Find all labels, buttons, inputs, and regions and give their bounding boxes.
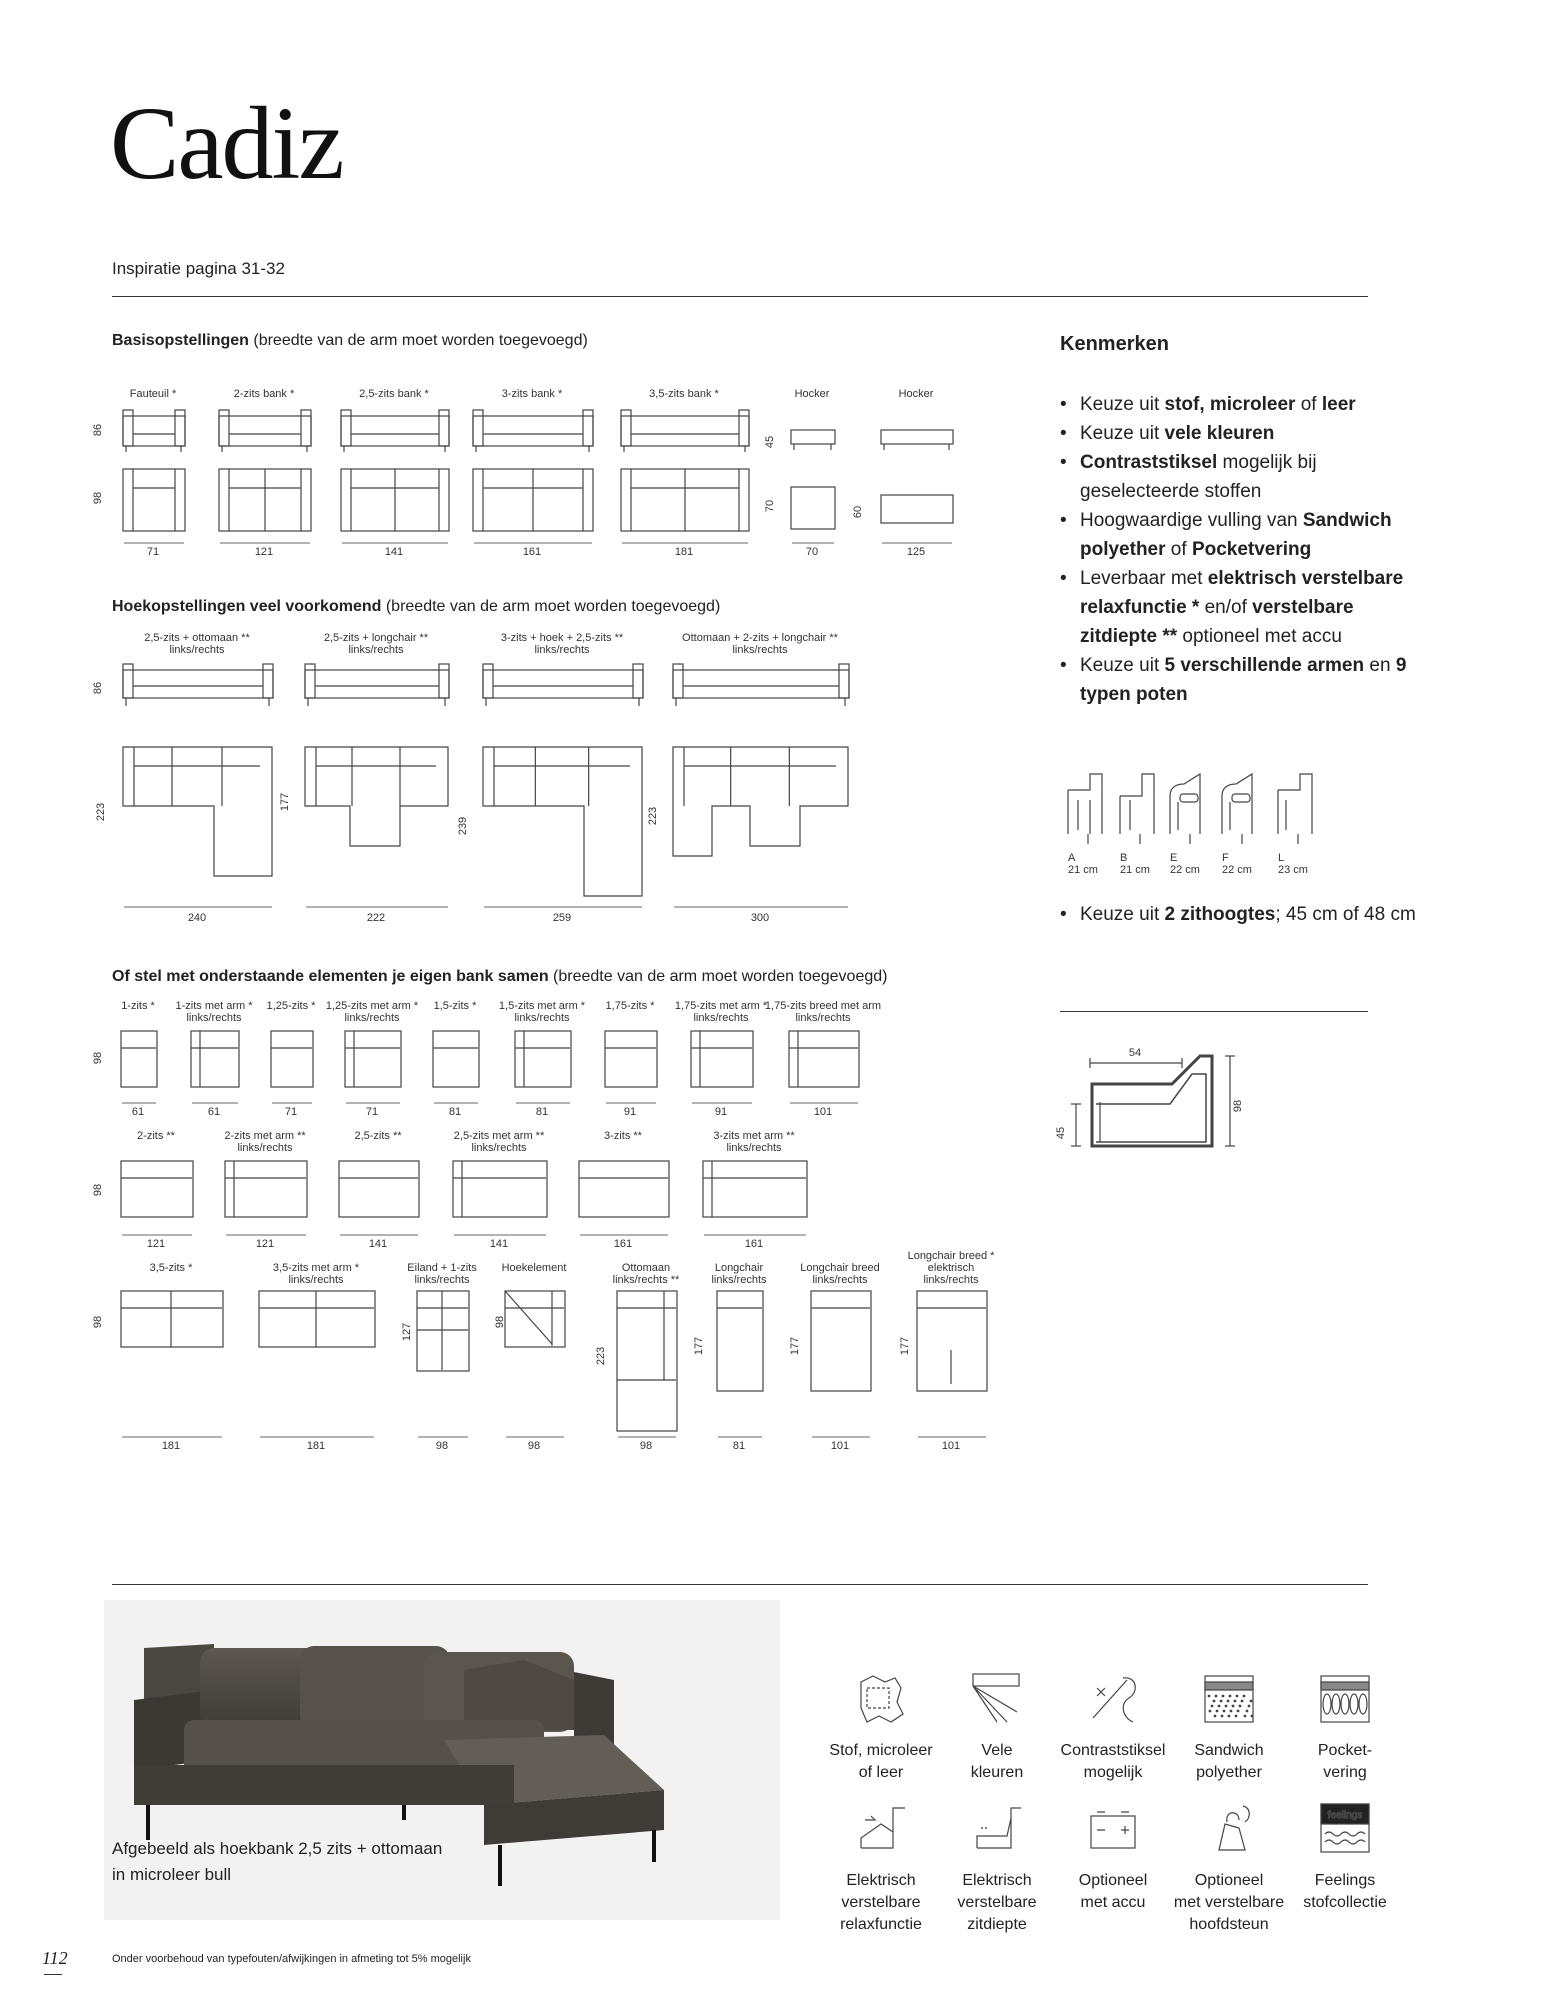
row2-label-3: 2,5-zits met arm ** bbox=[453, 1130, 545, 1142]
basis-width-1: 121 bbox=[254, 546, 274, 558]
basis-top-view-4 bbox=[620, 468, 752, 534]
basis-label-6: Hocker bbox=[898, 388, 934, 400]
row1-width-1: 61 bbox=[207, 1106, 221, 1118]
row1-label-2: 1,25-zits * bbox=[266, 1000, 316, 1012]
feature-label-5-1: verstelbare bbox=[841, 1894, 921, 1911]
seat-height-list bbox=[1060, 900, 1430, 929]
feelings-badge-text: feelings bbox=[1327, 1810, 1363, 1821]
basis-label-3: 3-zits bank * bbox=[501, 388, 563, 400]
row3-label-3: Hoekelement bbox=[501, 1262, 567, 1274]
feelings-logo-icon bbox=[1315, 1798, 1375, 1858]
row3-sub-2: links/rechts bbox=[414, 1274, 470, 1286]
row3-depth-6: 177 bbox=[899, 1336, 912, 1356]
profile-outline bbox=[1092, 1056, 1212, 1146]
hocker2-depth: 60 bbox=[852, 505, 865, 519]
feature-label-8-2: hoofdsteun bbox=[1189, 1916, 1269, 1933]
row1-label-6: 1,75-zits * bbox=[605, 1000, 655, 1012]
row1-label-1: 1-zits met arm * bbox=[175, 1000, 253, 1012]
row3-width-4: 98 bbox=[639, 1440, 653, 1452]
row3-label-1: 3,5-zits met arm * bbox=[272, 1262, 360, 1274]
feature-label-1-1: kleuren bbox=[970, 1764, 1024, 1781]
row2-width-5: 161 bbox=[744, 1238, 764, 1250]
row3-element-5 bbox=[716, 1290, 766, 1394]
arm-letter-0: A bbox=[1068, 852, 1076, 864]
row2-depth: 98 bbox=[92, 1183, 105, 1197]
basis-heading: Basisopstellingen (breedte van de arm moet worden toegevoegd) bbox=[112, 332, 588, 349]
row3-width-7: 101 bbox=[941, 1440, 961, 1452]
top-divider bbox=[112, 296, 1368, 297]
row3-sub-7: elektrisch bbox=[927, 1262, 975, 1274]
feature-label-8-1: met verstelbare bbox=[1173, 1894, 1285, 1911]
row2-element-2 bbox=[338, 1160, 422, 1220]
basis-top-view-6 bbox=[880, 494, 956, 526]
basis-top-view-0 bbox=[122, 468, 188, 534]
row1-label-5: 1,5-zits met arm * bbox=[498, 1000, 586, 1012]
feature-label-0-1: of leer bbox=[858, 1764, 904, 1781]
arm-letter-1: B bbox=[1120, 852, 1128, 864]
row2-width-4: 161 bbox=[613, 1238, 633, 1250]
row3-sub-1: links/rechts bbox=[288, 1274, 344, 1286]
corner-width-2: 259 bbox=[552, 912, 572, 924]
row3-label-5: Longchair bbox=[714, 1262, 764, 1274]
row1-width-7: 91 bbox=[714, 1106, 728, 1118]
arm-f-shape bbox=[1222, 774, 1252, 834]
features-list bbox=[1060, 390, 1430, 709]
basis-top-view-2 bbox=[340, 468, 452, 534]
row2-label-4: 3-zits ** bbox=[604, 1130, 642, 1142]
row3-depth-0: 98 bbox=[92, 1315, 105, 1329]
arm-b-shape bbox=[1120, 774, 1154, 834]
basis-label-2: 2,5-zits bank * bbox=[359, 388, 429, 400]
row1-label-7: 1,75-zits met arm * bbox=[674, 1000, 768, 1012]
row2-label-1: 2-zits met arm ** bbox=[224, 1130, 306, 1142]
basis-label-0: Fauteuil * bbox=[129, 388, 177, 400]
feature-item-0: • Keuze uit stof, microleer of leer bbox=[1060, 390, 1430, 419]
arm-size-3: 22 cm bbox=[1222, 864, 1252, 876]
photo-caption: Afgebeeld als hoekbank 2,5 zits + ottomaan in microleer bull bbox=[112, 1839, 443, 1884]
row3-width-0: 181 bbox=[161, 1440, 181, 1452]
row2-width-3: 141 bbox=[489, 1238, 509, 1250]
basis-width-3: 161 bbox=[522, 546, 542, 558]
profile-height-label: 98 bbox=[1232, 1099, 1245, 1113]
row2-element-5 bbox=[702, 1160, 810, 1220]
arm-letter-3: F bbox=[1222, 852, 1229, 864]
corner-width-0: 240 bbox=[187, 912, 207, 924]
basis-top-view-3 bbox=[472, 468, 596, 534]
corner-front-view-1 bbox=[304, 660, 452, 710]
feature-label-2-1: mogelijk bbox=[1083, 1764, 1143, 1781]
basis-top-view-1 bbox=[218, 468, 314, 534]
basis-label-1: 2-zits bank * bbox=[233, 388, 295, 400]
feature-label-5-2: relaxfunctie bbox=[840, 1916, 922, 1933]
arm-f-cushion bbox=[1232, 794, 1250, 802]
row2-element-0 bbox=[120, 1160, 196, 1220]
arm-l-shape bbox=[1278, 774, 1312, 834]
corner-top-view-3 bbox=[672, 746, 852, 860]
corner-depth-1: 177 bbox=[279, 792, 292, 812]
row3-label-6: Longchair breed bbox=[800, 1262, 880, 1274]
row3-element-2 bbox=[416, 1290, 472, 1374]
hocker-height: 45 bbox=[764, 435, 777, 449]
row1-width-8: 101 bbox=[813, 1106, 833, 1118]
basis-front-view-1 bbox=[218, 408, 314, 458]
row1-width-4: 81 bbox=[448, 1106, 462, 1118]
corner-top-view-1 bbox=[304, 746, 452, 850]
needle-thread-icon bbox=[1083, 1668, 1143, 1728]
row1-label-0: 1-zits * bbox=[121, 1000, 155, 1012]
row3-sub-5: links/rechts bbox=[711, 1274, 767, 1286]
feature-label-0-0: Stof, microleer bbox=[829, 1742, 933, 1759]
arm-types-diagram bbox=[1060, 760, 1340, 860]
corner-sub-1: links/rechts bbox=[348, 644, 404, 656]
feature-label-6-0: Elektrisch bbox=[962, 1872, 1032, 1889]
basis-front-view-3 bbox=[472, 408, 596, 458]
arm-e-cushion bbox=[1180, 794, 1198, 802]
corner-width-line-0 bbox=[122, 904, 276, 910]
row1-element-7 bbox=[690, 1030, 756, 1090]
arm-letter-2: E bbox=[1170, 852, 1178, 864]
basis-front-view-2 bbox=[340, 408, 452, 458]
arm-size-2: 22 cm bbox=[1170, 864, 1200, 876]
corner-front-view-3 bbox=[672, 660, 852, 710]
row3-sub2-7: links/rechts bbox=[923, 1274, 979, 1286]
corner-front-view-2 bbox=[482, 660, 646, 710]
row1-label-3: 1,25-zits met arm * bbox=[325, 1000, 419, 1012]
row2-sub-1: links/rechts bbox=[237, 1142, 293, 1154]
row2-element-4 bbox=[578, 1160, 672, 1220]
basis-top-depth: 98 bbox=[92, 491, 105, 505]
corner-sub-2: links/rechts bbox=[534, 644, 590, 656]
row3-element-0 bbox=[120, 1290, 226, 1350]
color-swatch-icon bbox=[967, 1668, 1027, 1728]
hocker1-depth: 70 bbox=[764, 499, 777, 513]
basis-width-4: 181 bbox=[674, 546, 694, 558]
corner-width-3: 300 bbox=[750, 912, 770, 924]
corner-width-line-1 bbox=[304, 904, 452, 910]
row2-width-2: 141 bbox=[368, 1238, 388, 1250]
feature-label-8-0: Optioneel bbox=[1194, 1872, 1264, 1889]
row1-element-5 bbox=[514, 1030, 574, 1090]
row1-sub-5: links/rechts bbox=[514, 1012, 570, 1024]
row1-element-1 bbox=[190, 1030, 242, 1090]
row1-sub-7: links/rechts bbox=[693, 1012, 749, 1024]
feature-item-3: • Hoogwaardige vulling van Sandwich polyether of Pocketvering bbox=[1060, 506, 1430, 564]
features-divider bbox=[1060, 1011, 1368, 1012]
row3-width-2: 98 bbox=[435, 1440, 449, 1452]
corner-label-0: 2,5-zits + ottomaan ** bbox=[144, 632, 250, 644]
row1-width-6: 91 bbox=[623, 1106, 637, 1118]
page-title: Cadiz bbox=[110, 86, 343, 201]
feature-label-3-1: polyether bbox=[1196, 1764, 1262, 1781]
arm-size-1: 21 cm bbox=[1120, 864, 1150, 876]
basis-width-0: 71 bbox=[146, 546, 160, 558]
corner-depth-3: 223 bbox=[647, 806, 660, 826]
basis-label-4: 3,5-zits bank * bbox=[649, 388, 719, 400]
row2-width-0: 121 bbox=[146, 1238, 166, 1250]
row3-depth-4: 177 bbox=[693, 1336, 706, 1356]
corner-sub-0: links/rechts bbox=[169, 644, 225, 656]
page-number-rule bbox=[44, 1974, 62, 1975]
basis-width-6: 125 bbox=[906, 546, 926, 558]
basis-width-5: 70 bbox=[805, 546, 819, 558]
corner-sub-3: links/rechts bbox=[732, 644, 788, 656]
row3-depth-3: 223 bbox=[595, 1346, 608, 1366]
row1-width-0: 61 bbox=[131, 1106, 145, 1118]
corner-heading: Hoekopstellingen veel voorkomend (breedte van de arm moet worden toegevoegd) bbox=[112, 598, 721, 615]
feature-item-5: • Keuze uit 5 verschillende armen en 9 typen poten bbox=[1060, 651, 1430, 709]
corner-label-1: 2,5-zits + longchair ** bbox=[323, 632, 429, 644]
seat-height-item: • Keuze uit 2 zithoogtes; 45 cm of 48 cm bbox=[1060, 900, 1430, 929]
relax-function-icon bbox=[851, 1798, 911, 1858]
corner-front-view-0 bbox=[122, 660, 276, 710]
feature-label-5-0: Elektrisch bbox=[846, 1872, 916, 1889]
row3-label-0: 3,5-zits * bbox=[149, 1262, 193, 1274]
leather-fabric-icon bbox=[851, 1668, 911, 1728]
row2-element-3 bbox=[452, 1160, 550, 1220]
feature-label-1-0: Vele bbox=[981, 1742, 1013, 1759]
feature-label-3-0: Sandwich bbox=[1194, 1742, 1264, 1759]
row1-element-8 bbox=[788, 1030, 862, 1090]
row1-label-8: 1,75-zits breed met arm bbox=[764, 1000, 882, 1012]
feature-label-2-0: Contraststiksel bbox=[1060, 1742, 1166, 1759]
battery-icon bbox=[1083, 1798, 1143, 1858]
inspiration-reference: Inspiratie pagina 31-32 bbox=[112, 259, 285, 278]
corner-front-height: 86 bbox=[92, 681, 105, 695]
feature-label-4-1: vering bbox=[1323, 1764, 1367, 1781]
bottom-divider bbox=[112, 1584, 1368, 1585]
corner-depth-0: 223 bbox=[95, 802, 108, 822]
corner-depth-2: 239 bbox=[457, 816, 470, 836]
page-number: 112 bbox=[42, 1948, 68, 1968]
seat-depth-icon bbox=[967, 1798, 1027, 1858]
arm-a-shape bbox=[1068, 774, 1102, 834]
row3-element-6 bbox=[810, 1290, 874, 1394]
basis-front-view-0 bbox=[122, 408, 188, 458]
row2-sub-5: links/rechts bbox=[726, 1142, 782, 1154]
row1-element-2 bbox=[270, 1030, 316, 1090]
feature-label-9-1: stofcollectie bbox=[1303, 1894, 1387, 1911]
row3-width-3: 98 bbox=[527, 1440, 541, 1452]
row3-label-4: Ottomaan bbox=[621, 1262, 671, 1274]
row1-label-4: 1,5-zits * bbox=[433, 1000, 477, 1012]
feature-label-9-0: Feelings bbox=[1314, 1872, 1376, 1889]
row3-depth-1: 127 bbox=[401, 1322, 414, 1342]
corner-top-view-0 bbox=[122, 746, 276, 880]
pocket-spring-icon bbox=[1315, 1668, 1375, 1728]
basis-front-height: 86 bbox=[92, 423, 105, 437]
row3-depth-2: 98 bbox=[494, 1315, 507, 1329]
corner-top-view-2 bbox=[482, 746, 646, 900]
row3-element-4 bbox=[616, 1290, 680, 1434]
elements-heading: Of stel met onderstaande elementen je eigen bank samen (breedte van de arm moet worden toegevoegd) bbox=[112, 968, 888, 985]
row2-label-5: 3-zits met arm ** bbox=[713, 1130, 795, 1142]
row3-element-7 bbox=[916, 1290, 990, 1394]
feature-item-1: • Keuze uit vele kleuren bbox=[1060, 419, 1430, 448]
row3-label-7: Longchair breed * bbox=[907, 1250, 995, 1262]
row3-depth-5: 177 bbox=[789, 1336, 802, 1356]
arm-size-0: 21 cm bbox=[1068, 864, 1098, 876]
basis-front-view-5 bbox=[790, 424, 838, 458]
headrest-icon bbox=[1199, 1798, 1259, 1858]
sandwich-foam-icon bbox=[1199, 1668, 1259, 1728]
row2-width-1: 121 bbox=[255, 1238, 275, 1250]
corner-label-2: 3-zits + hoek + 2,5-zits ** bbox=[500, 632, 624, 644]
corner-width-line-3 bbox=[672, 904, 852, 910]
corner-label-3: Ottomaan + 2-zits + longchair ** bbox=[682, 632, 838, 644]
row3-sub-6: links/rechts bbox=[812, 1274, 868, 1286]
row1-width-2: 71 bbox=[284, 1106, 298, 1118]
disclaimer: Onder voorbehoud van typefouten/afwijkingen in afmeting tot 5% mogelijk bbox=[112, 1953, 471, 1965]
feature-label-7-1: met accu bbox=[1080, 1894, 1146, 1911]
feature-item-4: • Leverbaar met elektrisch verstelbare relaxfunctie * en/of verstelbare zitdiepte ** optioneel met accu bbox=[1060, 564, 1430, 651]
side-profile-diagram bbox=[1060, 1040, 1260, 1180]
features-title: Kenmerken bbox=[1060, 333, 1169, 355]
corner-width-1: 222 bbox=[366, 912, 386, 924]
row2-label-2: 2,5-zits ** bbox=[354, 1130, 402, 1142]
row2-label-0: 2-zits ** bbox=[137, 1130, 175, 1142]
profile-depth-label: 54 bbox=[1128, 1047, 1142, 1059]
row1-width-5: 81 bbox=[535, 1106, 549, 1118]
basis-label-5: Hocker bbox=[794, 388, 830, 400]
row3-element-1 bbox=[258, 1290, 378, 1350]
profile-seat-label: 45 bbox=[1055, 1126, 1068, 1140]
basis-front-view-6 bbox=[880, 424, 956, 458]
row3-label-2: Eiland + 1-zits bbox=[407, 1262, 477, 1274]
row3-width-6: 101 bbox=[830, 1440, 850, 1452]
row1-element-4 bbox=[432, 1030, 482, 1090]
row3-element-3 bbox=[504, 1290, 568, 1350]
row1-element-0 bbox=[120, 1030, 160, 1090]
basis-front-view-4 bbox=[620, 408, 752, 458]
row3-sub-4: links/rechts ** bbox=[612, 1274, 680, 1286]
row3-width-1: 181 bbox=[306, 1440, 326, 1452]
feature-label-7-0: Optioneel bbox=[1078, 1872, 1148, 1889]
feature-label-4-0: Pocket- bbox=[1317, 1742, 1373, 1759]
feature-label-6-2: zitdiepte bbox=[967, 1916, 1027, 1933]
arm-letter-4: L bbox=[1278, 852, 1285, 864]
basis-width-2: 141 bbox=[384, 546, 404, 558]
row1-sub-1: links/rechts bbox=[186, 1012, 242, 1024]
corner-width-line-2 bbox=[482, 904, 646, 910]
row1-sub-8: links/rechts bbox=[795, 1012, 851, 1024]
feature-item-2: • Contraststiksel mogelijk bij geselecteerde stoffen bbox=[1060, 448, 1430, 506]
row1-width-3: 71 bbox=[365, 1106, 379, 1118]
row1-sub-3: links/rechts bbox=[344, 1012, 400, 1024]
row1-depth: 98 bbox=[92, 1051, 105, 1065]
row1-element-6 bbox=[604, 1030, 660, 1090]
arm-e-shape bbox=[1170, 774, 1200, 834]
feature-label-6-1: verstelbare bbox=[957, 1894, 1037, 1911]
arm-size-4: 23 cm bbox=[1278, 864, 1308, 876]
row2-element-1 bbox=[224, 1160, 310, 1220]
basis-top-view-5 bbox=[790, 486, 838, 532]
row3-width-5: 81 bbox=[732, 1440, 746, 1452]
row1-element-3 bbox=[344, 1030, 404, 1090]
row2-sub-3: links/rechts bbox=[471, 1142, 527, 1154]
